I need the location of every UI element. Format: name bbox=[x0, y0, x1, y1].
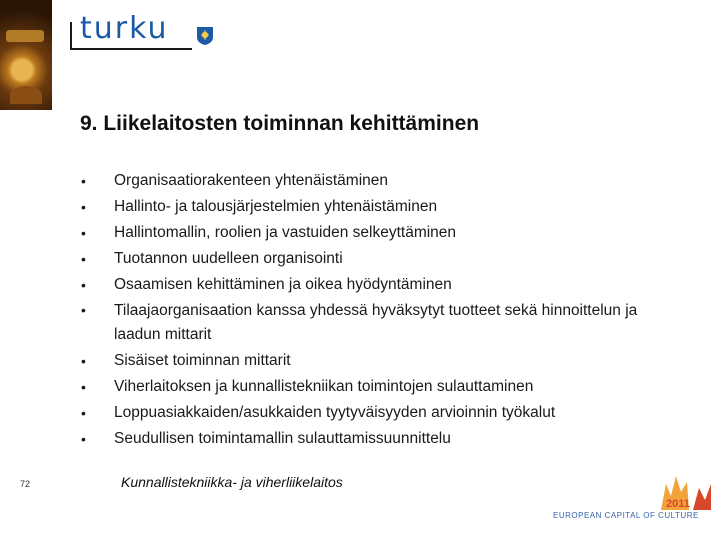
bullet-text: Sisäiset toiminnan mittarit bbox=[114, 352, 291, 369]
bullet-text: Tuotannon uudelleen organisointi bbox=[114, 250, 343, 267]
turku-crest-icon bbox=[196, 26, 214, 46]
ecoc-flame-icon bbox=[553, 470, 713, 512]
bullet-dot: • bbox=[81, 302, 86, 318]
bullet-text: Hallintomallin, roolien ja vastuiden selkeyttäminen bbox=[114, 224, 457, 241]
bullet-item bbox=[81, 246, 674, 272]
logo-text: turku bbox=[80, 11, 169, 46]
turku-logo bbox=[70, 11, 220, 50]
bullet-text: Osaamisen kehittäminen ja oikea hyödyntäminen bbox=[114, 276, 452, 293]
bullet-dot: • bbox=[81, 405, 86, 421]
bullet-dot: • bbox=[81, 379, 86, 395]
bullet-text: Organisaatiorakenteen yhtenäistäminen bbox=[114, 172, 389, 189]
bullet-item bbox=[81, 220, 674, 246]
bullet-item bbox=[81, 426, 674, 452]
bullet-text: Viherlaitoksen ja kunnallistekniikan toimintojen sulauttaminen bbox=[114, 378, 534, 395]
bullet-text: Hallinto- ja talousjärjestelmien yhtenäistäminen bbox=[114, 198, 438, 215]
ecoc-caption: EUROPEAN CAPITAL OF CULTURE bbox=[553, 511, 699, 520]
ecoc-logo bbox=[553, 470, 713, 530]
bullet-list bbox=[81, 168, 674, 452]
bullet-item bbox=[81, 348, 674, 374]
bullet-dot: • bbox=[81, 225, 86, 241]
bullet-item bbox=[81, 298, 674, 348]
bullet-item bbox=[81, 374, 674, 400]
slide-title: 9. Liikelaitosten toiminnan kehittäminen bbox=[80, 112, 480, 135]
bullet-item bbox=[81, 194, 674, 220]
header-decorative-photo bbox=[0, 0, 52, 110]
bullet-dot: • bbox=[81, 173, 86, 189]
bullet-item bbox=[81, 272, 674, 298]
bullet-dot: • bbox=[81, 277, 86, 293]
bullet-text: Loppuasiakkaiden/asukkaiden tyytyväisyyden arvioinnin työkalut bbox=[114, 404, 556, 421]
bullet-dot: • bbox=[81, 199, 86, 215]
bullet-dot: • bbox=[81, 251, 86, 267]
bullet-text: Tilaajaorganisaation kanssa yhdessä hyväksytyt tuotteet sekä hinnoittelun ja laadun mittarit bbox=[114, 302, 638, 343]
bullet-dot: • bbox=[81, 431, 86, 447]
bullet-dot: • bbox=[81, 353, 86, 369]
bullet-text: Seudullisen toimintamallin sulauttamissuunnittelu bbox=[114, 430, 451, 447]
ecoc-year: 2011 bbox=[666, 498, 690, 510]
bullet-item bbox=[81, 168, 674, 194]
bullet-item bbox=[81, 400, 674, 426]
footer-text: Kunnallistekniikka- ja viherliikelaitos bbox=[121, 474, 343, 490]
page-number: 72 bbox=[20, 479, 31, 489]
